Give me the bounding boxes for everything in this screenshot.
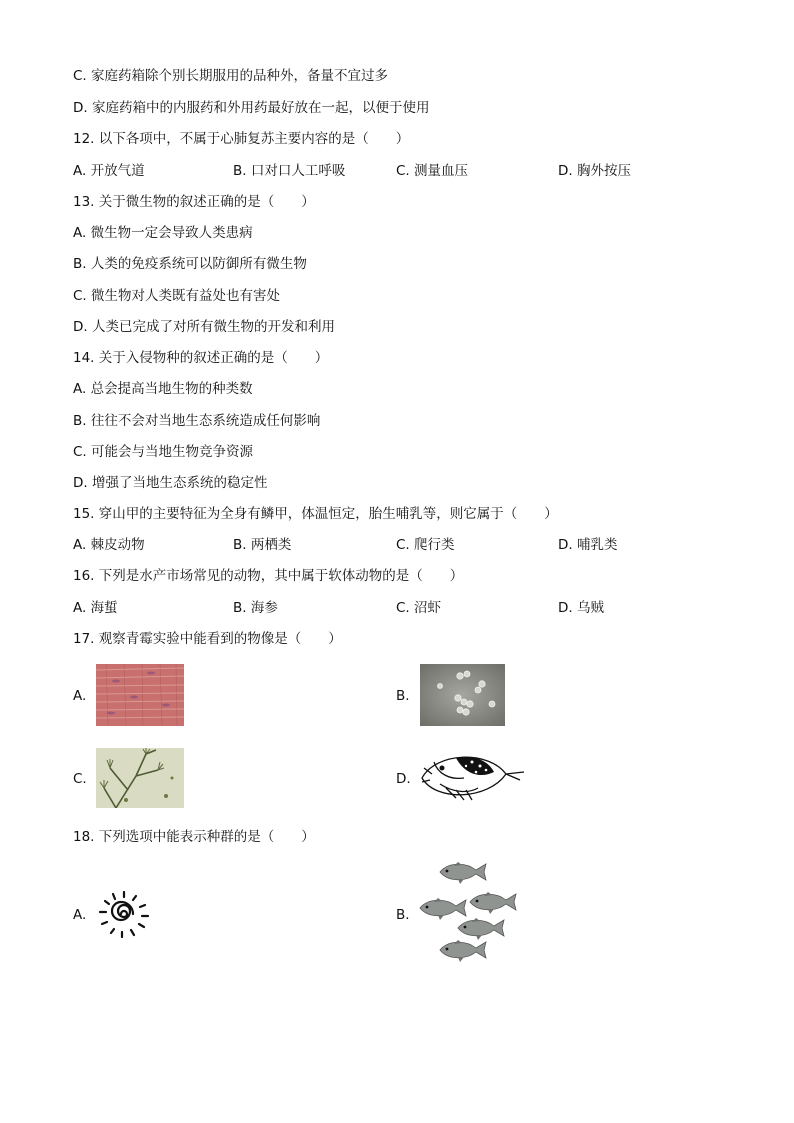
q14-option-c[interactable]: C. 可能会与当地生物竞争资源 <box>73 444 254 460</box>
question-16: 16. 下列是水产市场常见的动物，其中属于软体动物的是（ ） <box>73 568 464 584</box>
q14-option-a[interactable]: A. 总会提高当地生物的种类数 <box>73 381 253 397</box>
option-d-line: D. 家庭药箱中的内服药和外用药最好放在一起，以便于使用 <box>73 100 430 116</box>
muscle-tissue-image[interactable] <box>96 664 184 726</box>
q15-option-a[interactable]: A. 棘皮动物 <box>73 537 145 553</box>
question-12: 12. 以下各项中，不属于心肺复苏主要内容的是（ ） <box>73 131 410 147</box>
q14-option-b[interactable]: B. 往往不会对当地生态系统造成任何影响 <box>73 413 321 429</box>
q13-option-d[interactable]: D. 人类已完成了对所有微生物的开发和利用 <box>73 319 335 335</box>
q15-option-b[interactable]: B. 两栖类 <box>233 537 292 553</box>
q14-option-d[interactable]: D. 增强了当地生态系统的稳定性 <box>73 475 268 491</box>
penicillium-image[interactable] <box>96 748 184 808</box>
q15-option-c[interactable]: C. 爬行类 <box>396 537 455 553</box>
question-17: 17. 观察青霉实验中能看到的物像是（ ） <box>73 631 342 647</box>
q18-option-a-label[interactable]: A. <box>73 907 87 923</box>
q13-option-a[interactable]: A. 微生物一定会导致人类患病 <box>73 225 253 241</box>
cell-sketch-image[interactable] <box>416 748 526 804</box>
q13-option-c[interactable]: C. 微生物对人类既有益处也有害处 <box>73 288 281 304</box>
question-18: 18. 下列选项中能表示种群的是（ ） <box>73 829 315 845</box>
q16-option-a[interactable]: A. 海蜇 <box>73 600 118 616</box>
q16-option-b[interactable]: B. 海参 <box>233 600 278 616</box>
question-13: 13. 关于微生物的叙述正确的是（ ） <box>73 194 315 210</box>
q17-option-d-label[interactable]: D. <box>396 771 411 787</box>
microorganism-image[interactable] <box>420 664 505 726</box>
q17-option-a-label[interactable]: A. <box>73 688 87 704</box>
question-15: 15. 穿山甲的主要特征为全身有鳞甲，体温恒定，胎生哺乳等，则它属于（ ） <box>73 506 558 522</box>
q16-option-c[interactable]: C. 沼虾 <box>396 600 442 616</box>
fish-school-image[interactable] <box>418 862 522 964</box>
q12-option-d[interactable]: D. 胸外按压 <box>558 163 631 179</box>
q12-option-a[interactable]: A. 开放气道 <box>73 163 145 179</box>
q17-option-c-label[interactable]: C. <box>73 771 87 787</box>
q18-option-b-label[interactable]: B. <box>396 907 410 923</box>
q13-option-b[interactable]: B. 人类的免疫系统可以防御所有微生物 <box>73 256 307 272</box>
q17-option-b-label[interactable]: B. <box>396 688 410 704</box>
question-14: 14. 关于入侵物种的叙述正确的是（ ） <box>73 350 329 366</box>
q15-option-d[interactable]: D. 哺乳类 <box>558 537 618 553</box>
q16-option-d[interactable]: D. 乌贼 <box>558 600 604 616</box>
sun-icon[interactable] <box>96 890 152 938</box>
q12-option-b[interactable]: B. 口对口人工呼吸 <box>233 163 346 179</box>
q12-option-c[interactable]: C. 测量血压 <box>396 163 469 179</box>
option-c-line: C. 家庭药箱除个别长期服用的品种外，备量不宜过多 <box>73 68 389 84</box>
